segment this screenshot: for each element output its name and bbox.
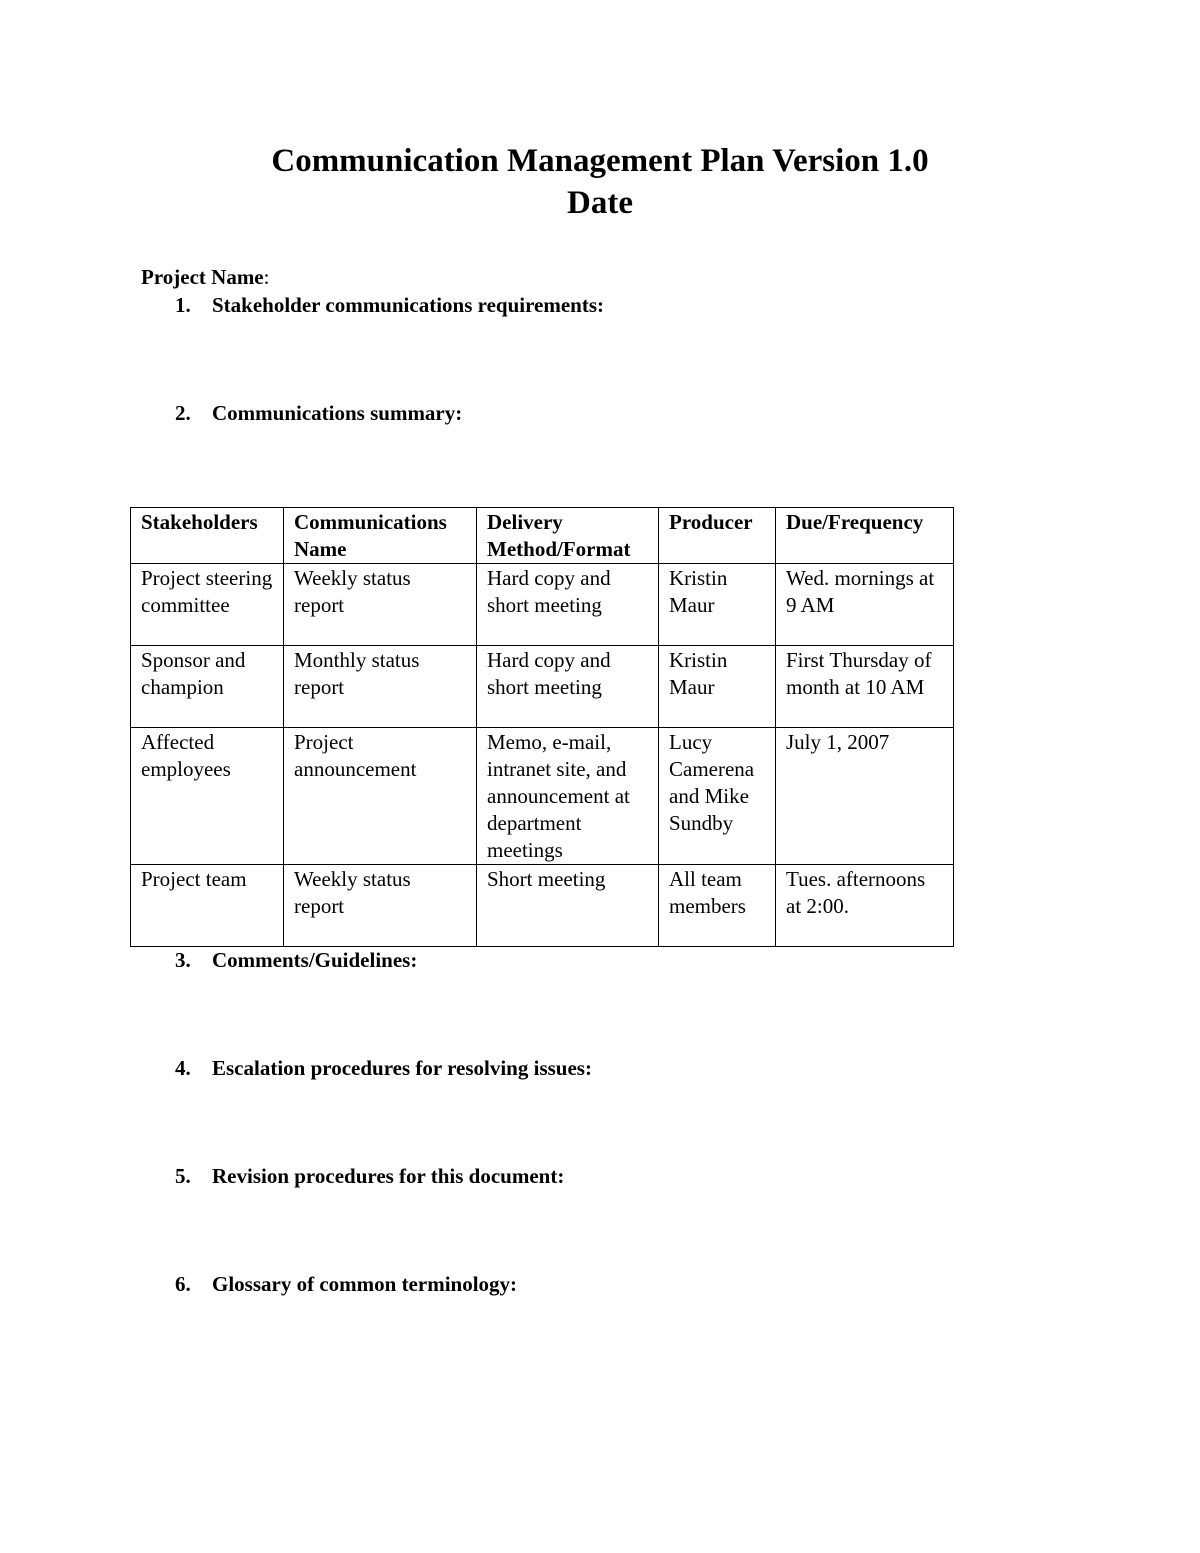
section-number: 4. bbox=[175, 1056, 191, 1080]
section-number: 6. bbox=[175, 1272, 191, 1296]
section-glossary bbox=[175, 1270, 517, 1298]
section-heading: Glossary of common terminology: bbox=[212, 1272, 518, 1296]
section-heading: Comments/Guidelines: bbox=[212, 948, 418, 972]
table-cell: Project steering committee bbox=[131, 564, 284, 646]
table-header-row bbox=[131, 508, 954, 564]
table-cell: Weekly status report bbox=[284, 564, 477, 646]
project-name-label: Project Name bbox=[141, 265, 264, 289]
section-heading: Communications summary: bbox=[212, 401, 463, 425]
table-cell: Kristin Maur bbox=[659, 564, 776, 646]
table-cell: All team members bbox=[659, 865, 776, 947]
title-line-1: Communication Management Plan Version 1.0 bbox=[271, 143, 929, 179]
section-escalation-procedures bbox=[175, 1054, 592, 1082]
document-title bbox=[0, 140, 1200, 224]
table-cell: Weekly status report bbox=[284, 865, 477, 947]
table-cell: Tues. afternoons at 2:00. bbox=[776, 865, 954, 947]
communications-summary-table bbox=[130, 507, 954, 947]
header-producer: Producer bbox=[659, 508, 776, 564]
table-cell: July 1, 2007 bbox=[776, 728, 954, 865]
section-number: 5. bbox=[175, 1164, 191, 1188]
table-cell: Project announcement bbox=[284, 728, 477, 865]
table-row bbox=[131, 865, 954, 947]
table-cell: First Thursday of month at 10 AM bbox=[776, 646, 954, 728]
table-cell: Memo, e-mail, intranet site, and announcement at department meetings bbox=[477, 728, 659, 865]
section-number: 2. bbox=[175, 401, 191, 425]
table-cell: Hard copy and short meeting bbox=[477, 646, 659, 728]
table-cell: Hard copy and short meeting bbox=[477, 564, 659, 646]
table-cell: Lucy Camerena and Mike Sundby bbox=[659, 728, 776, 865]
header-communications-name: Communications Name bbox=[284, 508, 477, 564]
table-row bbox=[131, 564, 954, 646]
table-cell: Project team bbox=[131, 865, 284, 947]
project-name-field bbox=[141, 263, 269, 291]
section-heading: Stakeholder communications requirements: bbox=[212, 293, 604, 317]
table-row bbox=[131, 728, 954, 865]
table-cell: Short meeting bbox=[477, 865, 659, 947]
section-revision-procedures bbox=[175, 1162, 564, 1190]
table-cell: Monthly status report bbox=[284, 646, 477, 728]
header-due-frequency: Due/Frequency bbox=[776, 508, 954, 564]
table-cell: Affected employees bbox=[131, 728, 284, 865]
table-cell: Kristin Maur bbox=[659, 646, 776, 728]
section-communications-summary bbox=[175, 399, 462, 427]
header-delivery-method: Delivery Method/Format bbox=[477, 508, 659, 564]
section-stakeholder-requirements bbox=[175, 291, 604, 319]
section-heading: Escalation procedures for resolving issues: bbox=[212, 1056, 592, 1080]
section-heading: Revision procedures for this document: bbox=[212, 1164, 565, 1188]
section-number: 3. bbox=[175, 948, 191, 972]
section-comments-guidelines bbox=[175, 946, 417, 974]
table-row bbox=[131, 646, 954, 728]
table-cell: Wed. mornings at 9 AM bbox=[776, 564, 954, 646]
section-number: 1. bbox=[175, 293, 191, 317]
project-name-colon: : bbox=[263, 265, 270, 289]
header-stakeholders: Stakeholders bbox=[131, 508, 284, 564]
table-cell: Sponsor and champion bbox=[131, 646, 284, 728]
title-line-2: Date bbox=[567, 185, 633, 221]
